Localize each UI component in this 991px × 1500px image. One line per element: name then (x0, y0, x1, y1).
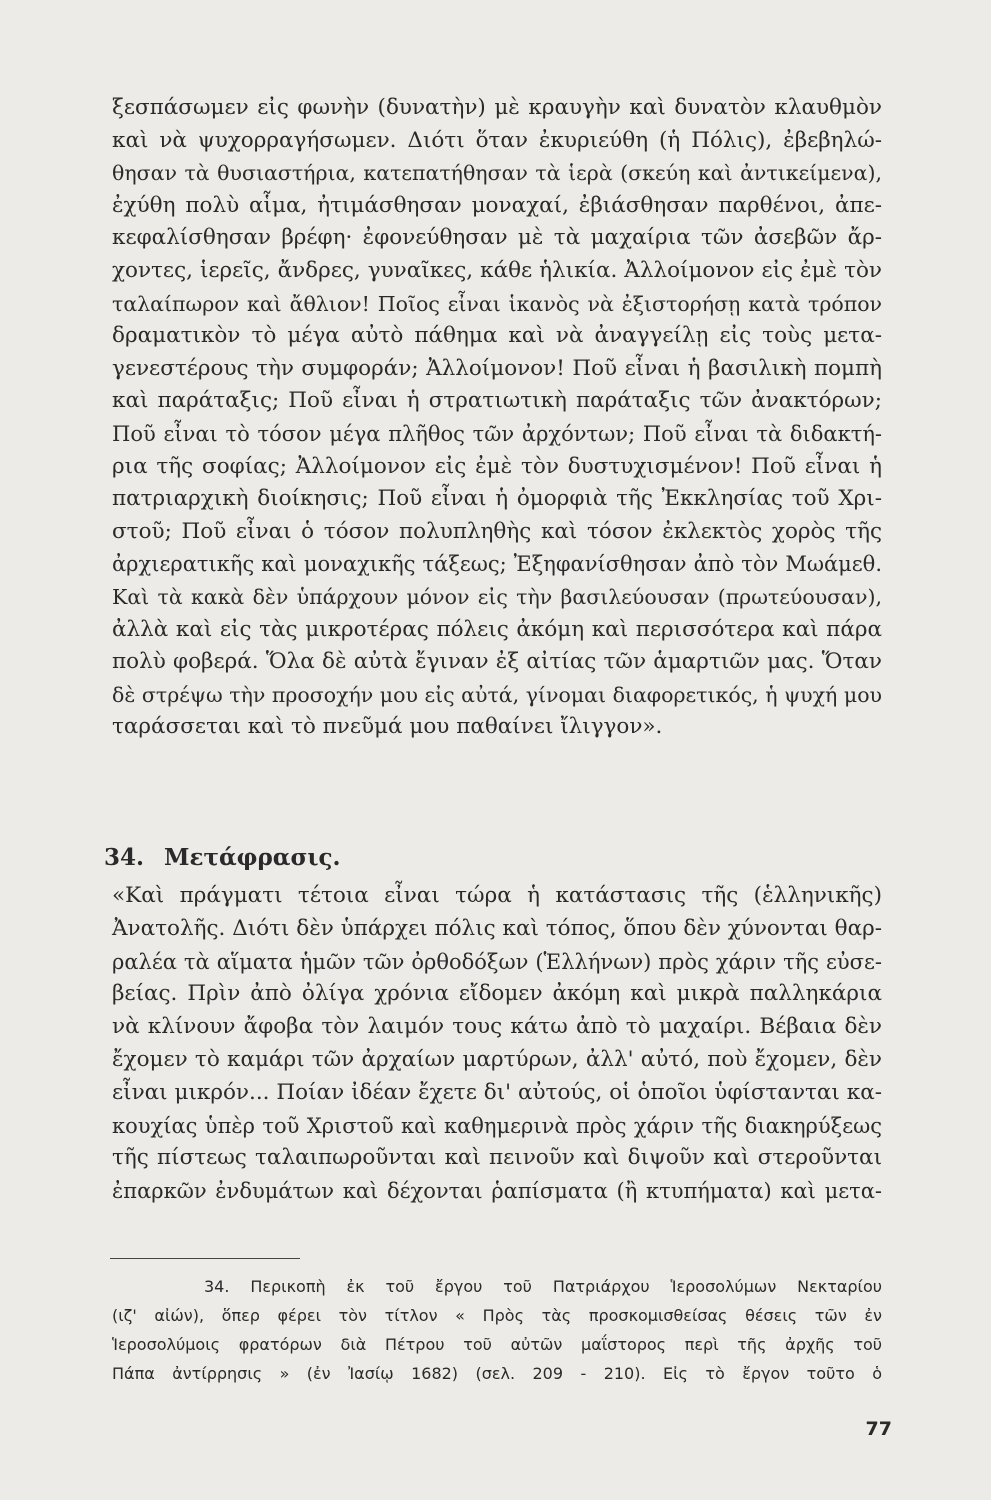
footnote (112, 1272, 882, 1388)
text-line: νὰ κλίνουν ἄφοβα τὸν λαιμόν τους κάτω ἀπὸ τὸ μαχαίρι. Βέβαια δὲν (112, 1014, 882, 1040)
footnote-line: 34. Περικοπὴ ἐκ τοῦ ἔργου τοῦ Πατριάρχου Ἱεροσολύμων Νεκταρίου (204, 1277, 882, 1296)
text-line: ἐπαρκῶν ἐνδυμάτων καὶ δέχονται ῥαπίσματα (ἢ κτυπήματα) καὶ μετα- (112, 1179, 882, 1204)
text-line: ρια τῆς σοφίας; Ἀλλοίμονον εἰς ἐμὲ τὸν δυστυχισμένον! Ποῦ εἶναι ἡ (112, 453, 882, 479)
section-number: 34. (104, 844, 145, 871)
text-line: πατριαρχικὴ διοίκησις; Ποῦ εἶναι ἡ ὀμορφιὰ τῆς Ἐκκλησίας τοῦ Χρι- (112, 486, 882, 512)
text-line: τῆς πίστεως ταλαιπωροῦνται καὶ πεινοῦν καὶ διψοῦν καὶ στεροῦνται (112, 1145, 882, 1171)
footnote-line: Ἱεροσολύμοις φρατόρων διὰ Πέτρου τοῦ αὐτῶν μαΐστορος περὶ τῆς ἀρχῆς τοῦ (112, 1335, 882, 1354)
text-line: θησαν τὰ θυσιαστήρια, κατεπατήθησαν τὰ ἱερὰ (σκεύη καὶ ἀντικείμενα), (112, 161, 882, 186)
text-line: κεφαλίσθησαν βρέφη· ἐφονεύθησαν μὲ τὰ μαχαίρια τῶν ἀσεβῶν ἄρ- (112, 225, 882, 251)
text-line: Ἀνατολῆς. Διότι δὲν ὑπάρχει πόλις καὶ τόπος, ὅπου δὲν χύνονται θαρ- (112, 915, 882, 941)
footnote-line: Πάπα ἀντίρρησις » (ἐν Ἰασίῳ 1682) (σελ. 209 - 210). Εἰς τὸ ἔργον τοῦτο ὁ (112, 1364, 882, 1383)
text-line: ἔχομεν τὸ καμάρι τῶν ἀρχαίων μαρτύρων, ἀλλ' αὐτό, ποὺ ἔχομεν, δὲν (112, 1046, 882, 1072)
text-line: ξεσπάσωμεν εἰς φωνὴν (δυνατὴν) μὲ κραυγὴν καὶ δυνατὸν κλαυθμὸν (112, 95, 882, 120)
text-line: δραματικὸν τὸ μέγα αὐτὸ πάθημα καὶ νὰ ἀναγγείλῃ εἰς τοὺς μετα- (112, 323, 882, 349)
text-line: ἀρχιερατικῆς καὶ μοναχικῆς τάξεως; Ἐξηφανίσθησαν ἀπὸ τὸν Μωάμεθ. (112, 552, 882, 577)
footnote-line: (ιζ' αἰών), ὅπερ φέρει τὸν τίτλον « Πρὸς τὰς προσκομισθείσας θέσεις τῶν ἐν (112, 1306, 882, 1325)
text-line: ταράσσεται καὶ τὸ πνεῦμά μου παθαίνει ἴλιγγον». (112, 714, 663, 740)
text-line: δὲ στρέψω τὴν προσοχήν μου εἰς αὐτά, γίνομαι διαφορετικός, ἡ ψυχή μου (112, 682, 882, 707)
text-line: ραλέα τὰ αἵματα ἡμῶν τῶν ὀρθοδόξων (Ἑλλήνων) πρὸς χάριν τῆς εὐσε- (112, 949, 882, 974)
text-line: κουχίας ὑπὲρ τοῦ Χριστοῦ καὶ καθημερινὰ πρὸς χάριν τῆς διακηρύξεως (112, 1113, 882, 1138)
page-number: 77 (865, 1418, 892, 1440)
text-line: ἐχύθη πολὺ αἷμα, ἠτιμάσθησαν μοναχαί, ἐβιάσθησαν παρθένοι, ἀπε- (112, 192, 882, 218)
text-line: βείας. Πρὶν ἀπὸ ὀλίγα χρόνια εἴδομεν ἀκόμη καὶ μικρὰ παλληκάρια (112, 981, 882, 1007)
text-line: ἀλλὰ καὶ εἰς τὰς μικροτέρας πόλεις ἀκόμη καὶ περισσότερα καὶ πάρα (112, 616, 882, 642)
body-paragraph (112, 92, 882, 744)
section-title: Μετάφρασις. (164, 844, 341, 871)
text-line: γενεστέρους τὴν συμφοράν; Ἀλλοίμονον! Ποῦ εἶναι ἡ βασιλικὴ πομπὴ (112, 355, 882, 381)
text-line: «Καὶ πράγματι τέτοια εἶναι τώρα ἡ κατάστασις τῆς (ἑλληνικῆς) (112, 883, 882, 908)
section-heading (104, 838, 884, 878)
text-line: στοῦ; Ποῦ εἶναι ὁ τόσον πολυπληθὴς καὶ τόσον ἐκλεκτὸς χορὸς τῆς (112, 518, 882, 544)
text-line: εἶναι μικρόν... Ποίαν ἰδέαν ἔχετε δι' αὐτούς, οἱ ὁποῖοι ὑφίστανται κα- (112, 1079, 882, 1105)
translation-paragraph (112, 880, 882, 1208)
text-line: καὶ νὰ ψυχορραγήσωμεν. Διότι ὅταν ἐκυριεύθη (ἡ Πόλις), ἐβεβηλώ- (112, 127, 882, 153)
text-line: Ποῦ εἶναι τὸ τόσον μέγα πλῆθος τῶν ἀρχόντων; Ποῦ εἶναι τὰ διδακτή- (112, 421, 882, 446)
text-line: ταλαίπωρον καὶ ἄθλιον! Ποῖος εἶναι ἱκανὸς νὰ ἐξιστορήσῃ κατὰ τρόπον (112, 291, 882, 316)
text-line: Καὶ τὰ κακὰ δὲν ὑπάρχουν μόνον εἰς τὴν βασιλεύουσαν (πρωτεύουσαν), (112, 584, 882, 609)
footnote-separator (110, 1258, 300, 1259)
text-line: χοντες, ἱερεῖς, ἄνδρες, γυναῖκες, κάθε ἡλικία. Ἀλλοίμονον εἰς ἐμὲ τὸν (112, 257, 882, 283)
text-line: καὶ παράταξις; Ποῦ εἶναι ἡ στρατιωτικὴ παράταξις τῶν ἀνακτόρων; (112, 388, 882, 414)
text-line: πολὺ φοβερά. Ὅλα δὲ αὐτὰ ἔγιναν ἐξ αἰτίας τῶν ἁμαρτιῶν μας. Ὅταν (112, 649, 882, 675)
